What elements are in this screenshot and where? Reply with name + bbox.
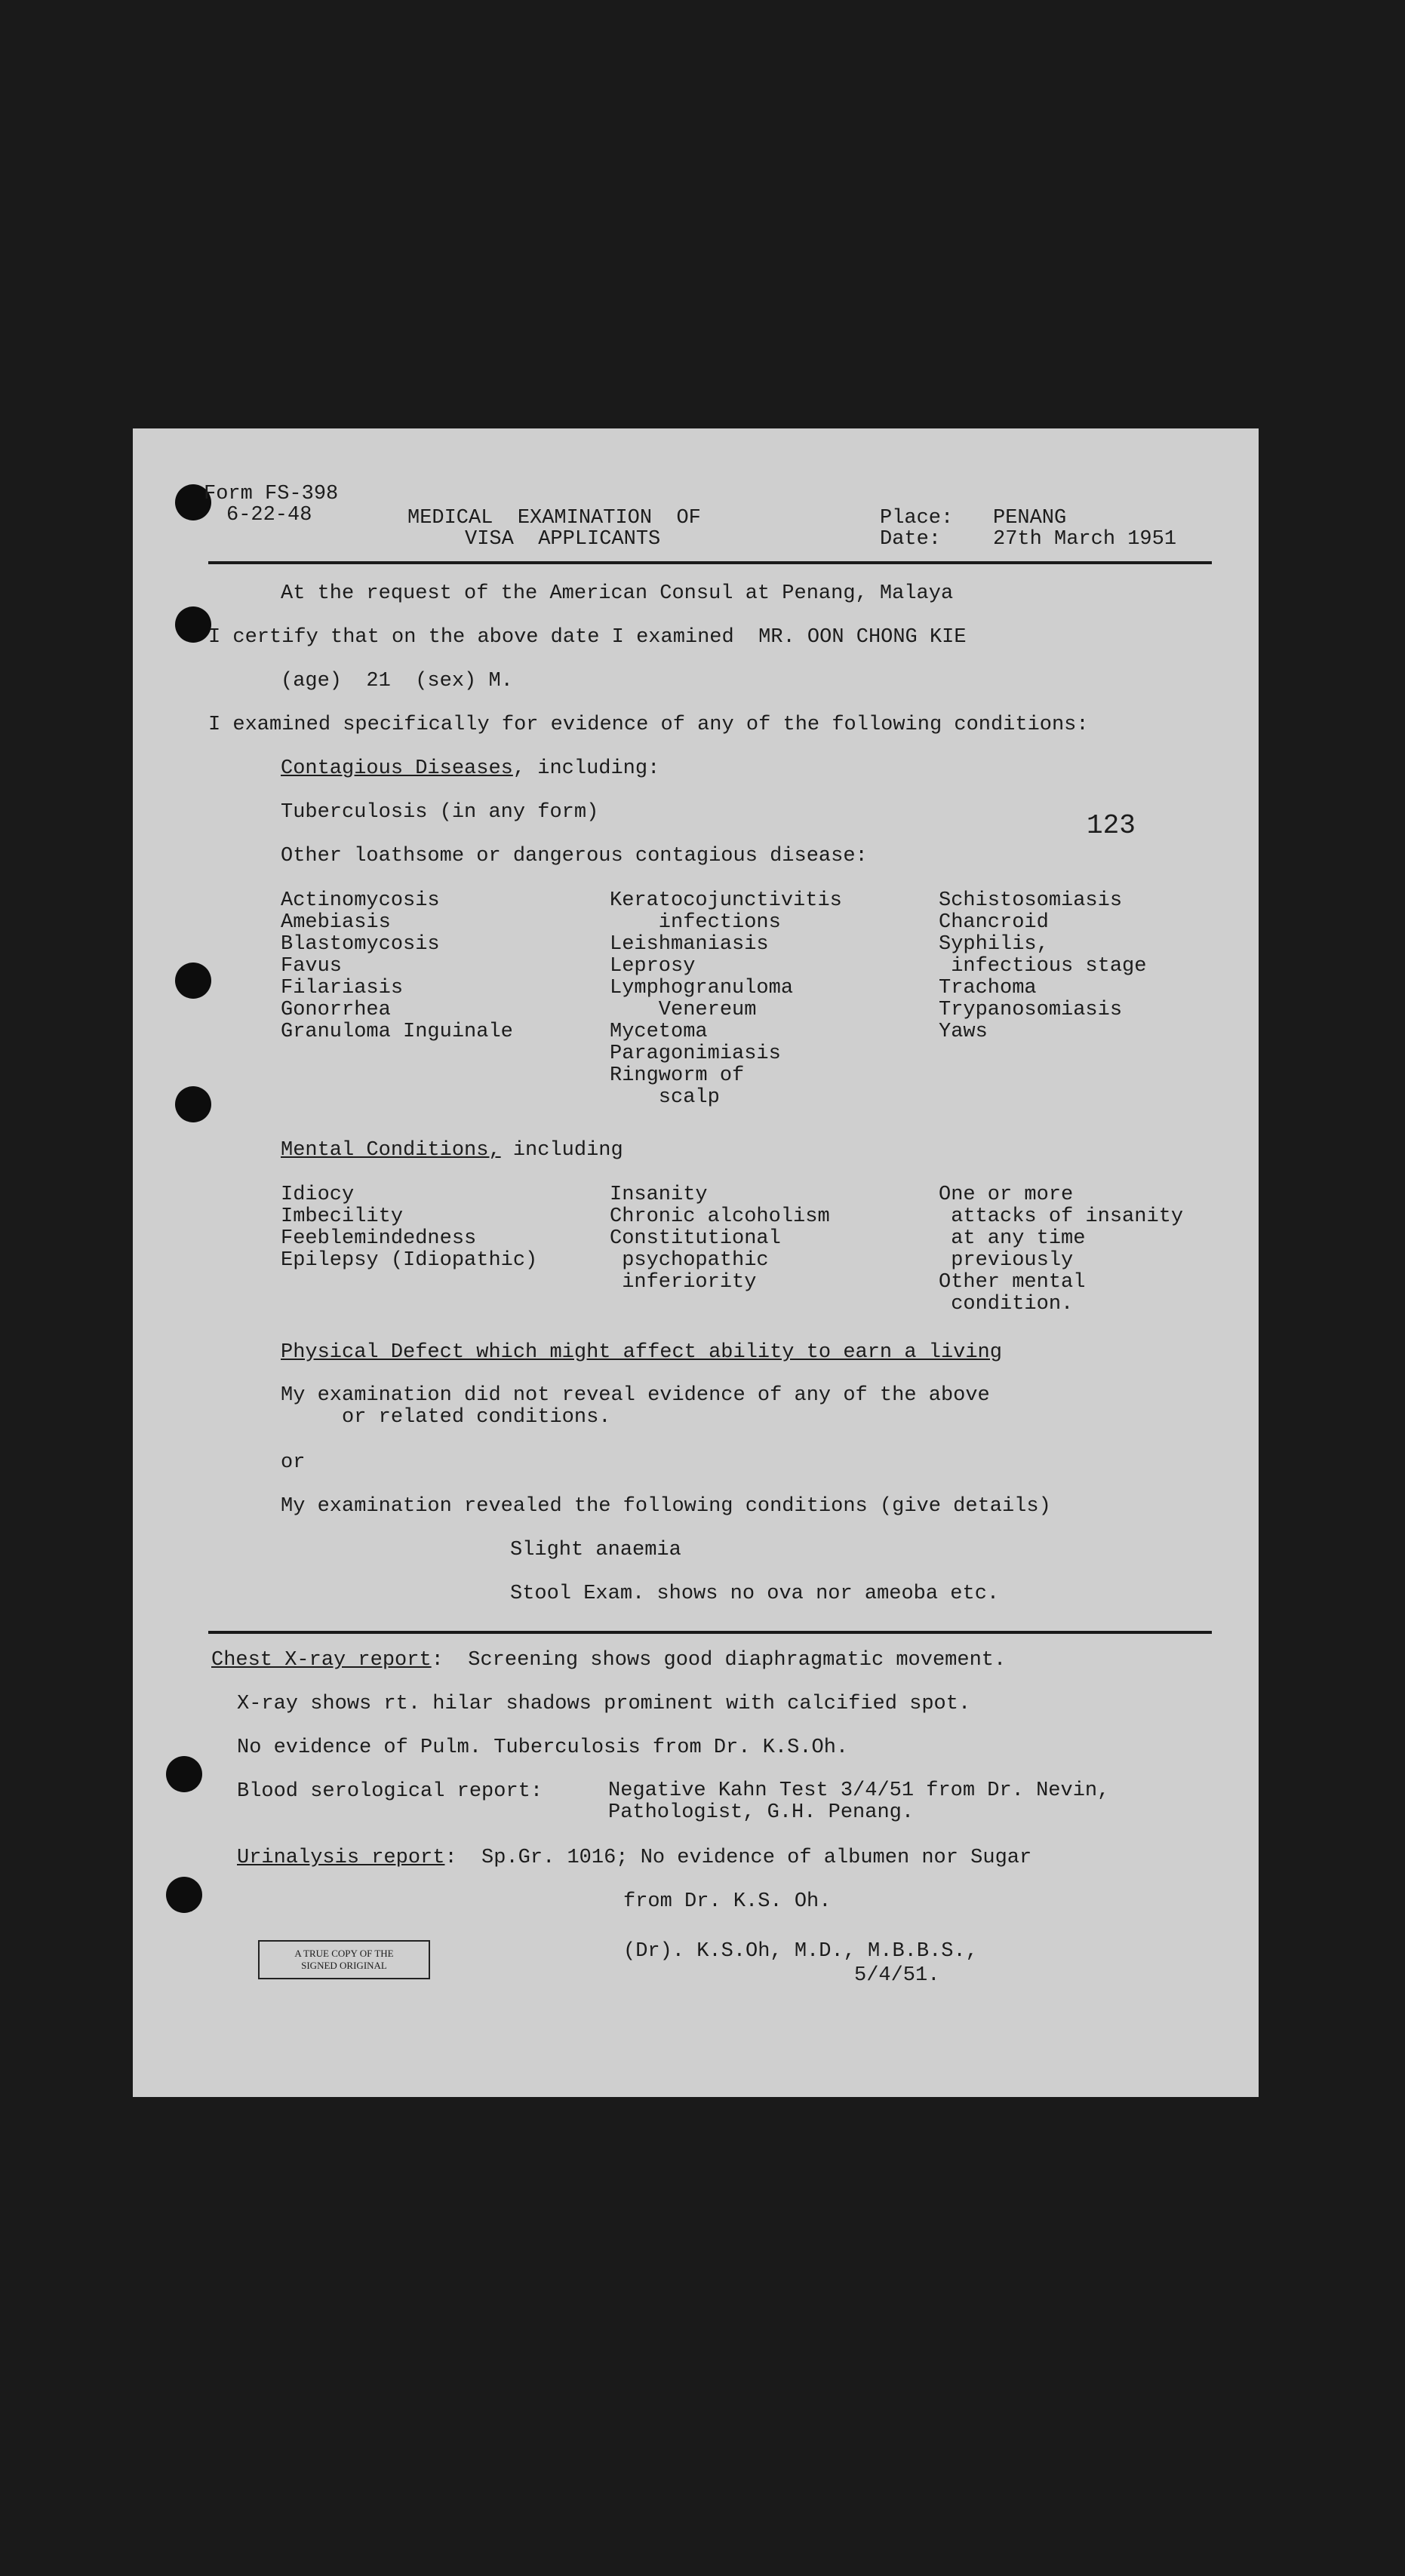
contagious-col-3: Schistosomiasis Chancroid Syphilis, infectious stage Trachoma Trypanosomiasis Yaws bbox=[939, 889, 1147, 1043]
mental-col-2: Insanity Chronic alcoholism Constitutional psychopathic inferiority bbox=[610, 1184, 830, 1294]
urine-report-line bbox=[237, 1847, 1031, 1869]
urine-report-label: Urinalysis report bbox=[237, 1847, 445, 1869]
true-copy-stamp bbox=[258, 1940, 430, 1979]
mental-col-3: One or more attacks of insanity at any time previously Other mental condition. bbox=[939, 1184, 1184, 1316]
punch-hole-3 bbox=[175, 963, 211, 999]
physical-heading: Physical Defect which might affect ability to earn a living bbox=[281, 1341, 1002, 1364]
stamp-line-1: A TRUE COPY OF THE bbox=[294, 1948, 394, 1959]
blood-report-text: Negative Kahn Test 3/4/51 from Dr. Nevin, Pathologist, G.H. Penang. bbox=[608, 1779, 1110, 1824]
examined-for-line: I examined specifically for evidence of any of the following conditions: bbox=[208, 714, 1089, 736]
document-page bbox=[133, 428, 1259, 2097]
signature-line: (Dr). K.S.Oh, M.D., M.B.B.S., bbox=[623, 1940, 978, 1963]
request-line: At the request of the American Consul at Penang, Malaya bbox=[281, 582, 954, 605]
signature-date: 5/4/51. bbox=[854, 1964, 940, 1987]
punch-hole-5 bbox=[166, 1756, 202, 1792]
finding-anaemia: Slight anaemia bbox=[510, 1539, 681, 1561]
header-rule bbox=[208, 561, 1212, 564]
chest-report-line bbox=[211, 1649, 1006, 1672]
or-text: or bbox=[281, 1451, 306, 1474]
mental-col-1: Idiocy Imbecility Feeblemindedness Epilepsy (Idiopathic) bbox=[281, 1184, 538, 1272]
handwritten-number: 123 bbox=[1087, 810, 1136, 841]
section-rule bbox=[208, 1631, 1212, 1634]
punch-hole-6 bbox=[166, 1877, 202, 1913]
mental-heading-suffix: including bbox=[500, 1139, 623, 1162]
form-title-line2: VISA APPLICANTS bbox=[465, 528, 661, 551]
chest-report-text: : Screening shows good diaphragmatic movement. bbox=[431, 1649, 1007, 1672]
mental-heading-text: Mental Conditions, bbox=[281, 1139, 501, 1162]
blood-report-label: Blood serological report: bbox=[237, 1780, 543, 1803]
urine-from-line: from Dr. K.S. Oh. bbox=[623, 1890, 832, 1913]
certify-line: I certify that on the above date I examined MR. OON CHONG KIE bbox=[208, 626, 967, 649]
no-evidence-line: No evidence of Pulm. Tuberculosis from Dr. K.S.Oh. bbox=[237, 1736, 849, 1759]
other-contagious-line: Other loathsome or dangerous contagious disease: bbox=[281, 845, 868, 867]
contagious-col-2: Keratocojunctivitis infections Leishmaniasis Leprosy Lymphogranuloma Venereum Mycetoma Paragonimiasis Ringworm of scalp bbox=[610, 889, 842, 1109]
age-sex-line: (age) 21 (sex) M. bbox=[281, 670, 513, 692]
revealed-text: My examination revealed the following conditions (give details) bbox=[281, 1495, 1051, 1518]
contagious-col-1: Actinomycosis Amebiasis Blastomycosis Favus Filariasis Gonorrhea Granuloma Inguinale bbox=[281, 889, 513, 1043]
tuberculosis-line: Tuberculosis (in any form) bbox=[281, 801, 599, 824]
date-value: 27th March 1951 bbox=[993, 528, 1177, 551]
punch-hole-4 bbox=[175, 1086, 211, 1122]
place-label: Place: bbox=[880, 507, 954, 530]
finding-stool: Stool Exam. shows no ova nor ameoba etc. bbox=[510, 1583, 1000, 1605]
contagious-heading-text: Contagious Diseases bbox=[281, 757, 513, 780]
xray-line: X-ray shows rt. hilar shadows prominent with calcified spot. bbox=[237, 1693, 971, 1715]
chest-report-label: Chest X-ray report bbox=[211, 1649, 432, 1672]
stamp-line-2: SIGNED ORIGINAL bbox=[301, 1960, 387, 1971]
contagious-heading-suffix: , including: bbox=[512, 757, 660, 780]
urine-report-text: : Sp.Gr. 1016; No evidence of albumen nor Sugar bbox=[444, 1847, 1032, 1869]
form-title-line1: MEDICAL EXAMINATION OF bbox=[407, 507, 701, 530]
date-label: Date: bbox=[880, 528, 942, 551]
contagious-heading bbox=[281, 757, 659, 780]
place-value: PENANG bbox=[993, 507, 1067, 530]
punch-hole-2 bbox=[175, 606, 211, 643]
form-date: 6-22-48 bbox=[226, 504, 312, 527]
form-number: Form FS-398 bbox=[204, 483, 339, 505]
mental-heading bbox=[281, 1139, 623, 1162]
not-reveal-text: My examination did not reveal evidence of any of the above or related conditions. bbox=[281, 1384, 990, 1429]
